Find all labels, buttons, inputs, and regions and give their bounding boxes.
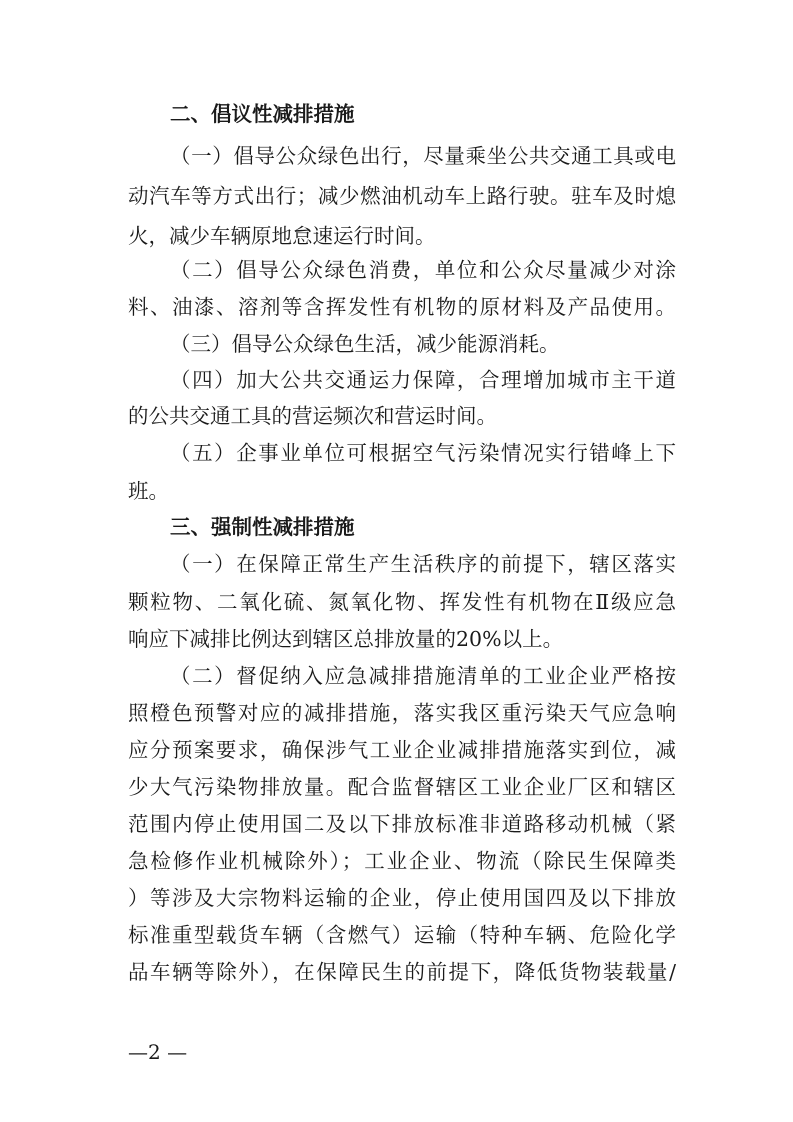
paragraph-line: （四）加大公共交通运力保障，合理增加城市主干道 (170, 368, 676, 392)
paragraph-line: 的公共交通工具的营运频次和营运时间。 (128, 404, 497, 428)
paragraph-line: （二）督促纳入应急减排措施清单的工业企业严格按 (170, 664, 676, 688)
paragraph-line: 急检修作业机械除外）；工业企业、物流（除民生保障类 (128, 849, 676, 873)
paragraph-line: （二）倡导公众绿色消费，单位和公众尽量减少对涂 (170, 258, 676, 282)
paragraph-line: （五）企事业单位可根据空气污染情况实行错峰上下 (170, 441, 676, 465)
section-heading: 三、强制性减排措施 (170, 515, 355, 539)
paragraph-line: （三）倡导公众绿色生活，减少能源消耗。 (170, 332, 560, 356)
paragraph-line: 标准重型载货车辆（含燃气）运输（特种车辆、危险化学 (128, 923, 676, 947)
paragraph-line: （一）在保障正常生产生活秩序的前提下，辖区落实 (170, 552, 676, 576)
paragraph-line: ）等涉及大宗物料运输的企业，停止使用国四及以下排放 (128, 886, 676, 910)
paragraph-line: 动汽车等方式出行；减少燃油机动车上路行驶。驻车及时熄 (128, 184, 676, 208)
section-heading: 二、倡议性减排措施 (170, 102, 355, 126)
paragraph-line: 颗粒物、二氧化硫、氮氧化物、挥发性有机物在Ⅱ级应急 (128, 590, 676, 614)
page-number: —2 — (128, 1040, 188, 1064)
paragraph-line: 品车辆等除外），在保障民生的前提下，降低货物装载量/ (128, 960, 676, 984)
paragraph-line: 少大气污染物排放量。配合监督辖区工业企业厂区和辖区 (128, 775, 676, 799)
paragraph-line: 响应下减排比例达到辖区总排放量的20%以上。 (128, 627, 564, 651)
paragraph-line: 应分预案要求，确保涉气工业企业减排措施落实到位，减 (128, 738, 676, 762)
paragraph-line: 火，减少车辆原地怠速运行时间。 (128, 224, 436, 248)
paragraph-line: 照橙色预警对应的减排措施，落实我区重污染天气应急响 (128, 701, 676, 725)
paragraph-line: （一）倡导公众绿色出行，尽量乘坐公共交通工具或电 (170, 144, 676, 168)
paragraph-line: 班。 (128, 479, 169, 503)
paragraph-line: 料、油漆、溶剂等含挥发性有机物的原材料及产品使用。 (128, 295, 676, 319)
paragraph-line: 范围内停止使用国二及以下排放标准非道路移动机械（紧 (128, 812, 676, 836)
